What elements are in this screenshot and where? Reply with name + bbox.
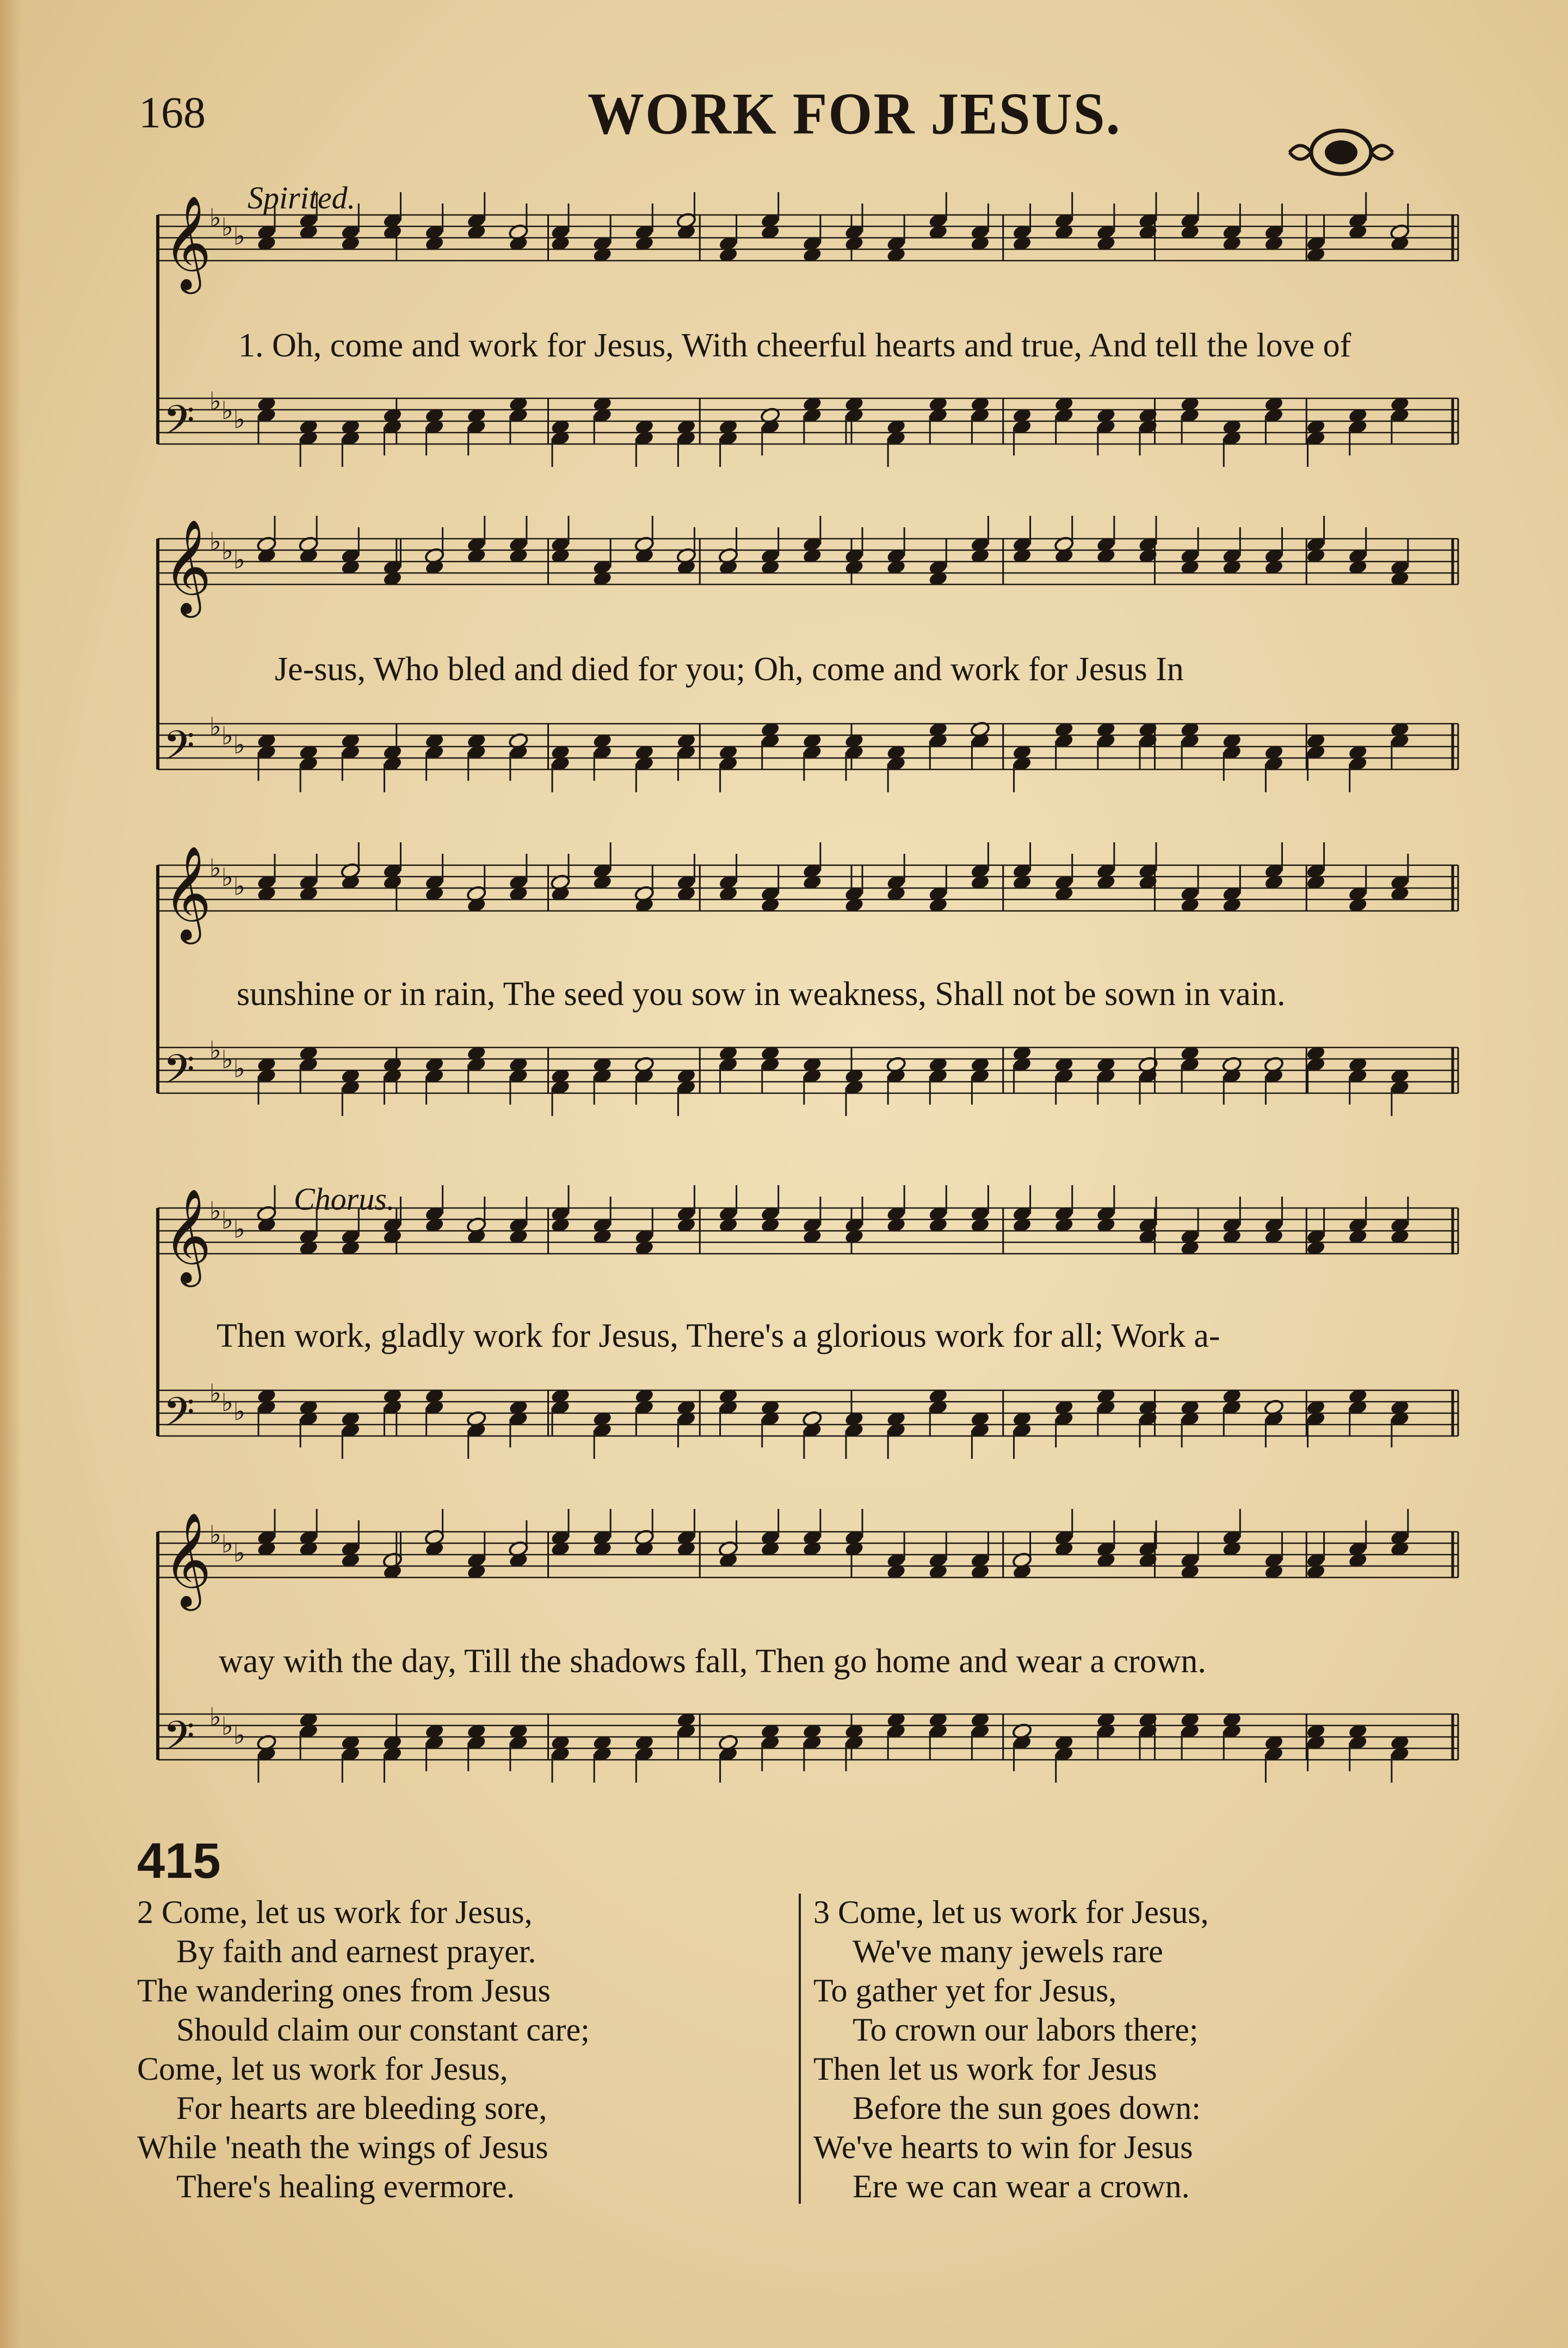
verse-line: To gather yet for Jesus,	[813, 1973, 1117, 2008]
bass-clef-icon: 𝄢	[163, 1389, 195, 1446]
verse-line: There's healing evermore.	[176, 2168, 515, 2204]
verse-line: Then let us work for Jesus	[813, 2051, 1157, 2087]
flat-icon: ♭	[221, 535, 233, 565]
flat-icon: ♭	[233, 221, 245, 251]
verse-line: Before the sun goes down:	[853, 2090, 1201, 2126]
verse-line: To crown our labors there;	[853, 2012, 1199, 2048]
chorus-label: Chorus.	[294, 1181, 395, 1217]
flat-icon: ♭	[233, 1214, 245, 1244]
flat-icon: ♭	[233, 1396, 245, 1426]
flat-icon: ♭	[209, 712, 221, 741]
flat-icon: ♭	[209, 386, 221, 416]
treble-clef-icon: 𝄞	[163, 846, 212, 940]
verse-line: By faith and earnest prayer.	[176, 1933, 536, 1969]
flat-icon: ♭	[221, 720, 233, 750]
flat-icon: ♭	[233, 545, 245, 575]
flat-icon: ♭	[209, 527, 221, 556]
lyric-line-4: Then work, gladly work for Jesus, There's a glorious work for all; Work a-	[217, 1317, 1220, 1354]
bass-clef-icon: 𝄢	[163, 397, 195, 454]
treble-clef-icon: 𝄞	[163, 1188, 212, 1283]
verse-2	[137, 1893, 590, 2206]
lyric-line-2: Je-sus, Who bled and died for you; Oh, come and work for Jesus In	[275, 651, 1184, 688]
verse-line: We've hearts to win for Jesus	[813, 2129, 1193, 2165]
lyric-line-3: sunshine or in rain, The seed you sow in weakness, Shall not be sown in vain.	[237, 976, 1286, 1013]
flat-icon: ♭	[209, 853, 221, 883]
bass-clef-icon: 𝄢	[163, 1712, 195, 1770]
verse-3	[813, 1893, 1209, 2206]
flat-icon: ♭	[221, 1044, 233, 1074]
flat-icon: ♭	[221, 862, 233, 892]
flat-icon: ♭	[209, 1520, 221, 1549]
verse-line: 2 Come, let us work for Jesus,	[137, 1894, 533, 1930]
flat-icon: ♭	[209, 1378, 221, 1408]
lyric-line-1: 1. Oh, come and work for Jesus, With cheerful hearts and true, And tell the love of	[238, 327, 1351, 364]
flat-icon: ♭	[221, 1529, 233, 1558]
column-divider	[799, 1894, 801, 2204]
flat-icon: ♭	[233, 1720, 245, 1750]
flat-icon: ♭	[209, 1196, 221, 1225]
tempo-marking: Spirited.	[248, 180, 356, 215]
bass-clef-icon: 𝄢	[163, 1046, 195, 1103]
flat-icon: ♭	[233, 1053, 245, 1083]
flat-icon: ♭	[221, 1711, 233, 1741]
flat-icon: ♭	[233, 404, 245, 434]
verse-line: Should claim our constant care;	[176, 2012, 590, 2048]
bass-clef-icon: 𝄢	[163, 722, 195, 779]
page-title: WORK FOR JESUS.	[588, 81, 1121, 147]
flat-icon: ♭	[221, 395, 233, 425]
treble-clef-icon: 𝄞	[163, 195, 212, 290]
treble-clef-icon: 𝄞	[163, 519, 212, 614]
verse-line: For hearts are bleeding sore,	[176, 2090, 547, 2126]
flat-icon: ♭	[233, 871, 245, 901]
verse-line: 3 Come, let us work for Jesus,	[813, 1894, 1209, 1930]
flat-icon: ♭	[233, 730, 245, 760]
flat-icon: ♭	[221, 212, 233, 242]
hymn-number: 415	[137, 1833, 221, 1889]
verse-line: Come, let us work for Jesus,	[137, 2051, 508, 2087]
flat-icon: ♭	[221, 1205, 233, 1235]
flat-icon: ♭	[209, 203, 221, 232]
flat-icon: ♭	[209, 1702, 221, 1731]
flat-icon: ♭	[209, 1036, 221, 1065]
verse-line: Ere we can wear a crown.	[853, 2168, 1190, 2204]
flat-icon: ♭	[221, 1387, 233, 1417]
verse-line: The wandering ones from Jesus	[137, 1973, 551, 2008]
page-number: 168	[139, 88, 206, 137]
treble-clef-icon: 𝄞	[163, 1512, 212, 1607]
flat-icon: ♭	[233, 1538, 245, 1568]
verse-line: While 'neath the wings of Jesus	[137, 2129, 548, 2165]
lyric-line-5: way with the day, Till the shadows fall, Then go home and wear a crown.	[219, 1643, 1206, 1680]
verse-line: We've many jewels rare	[853, 1933, 1163, 1969]
